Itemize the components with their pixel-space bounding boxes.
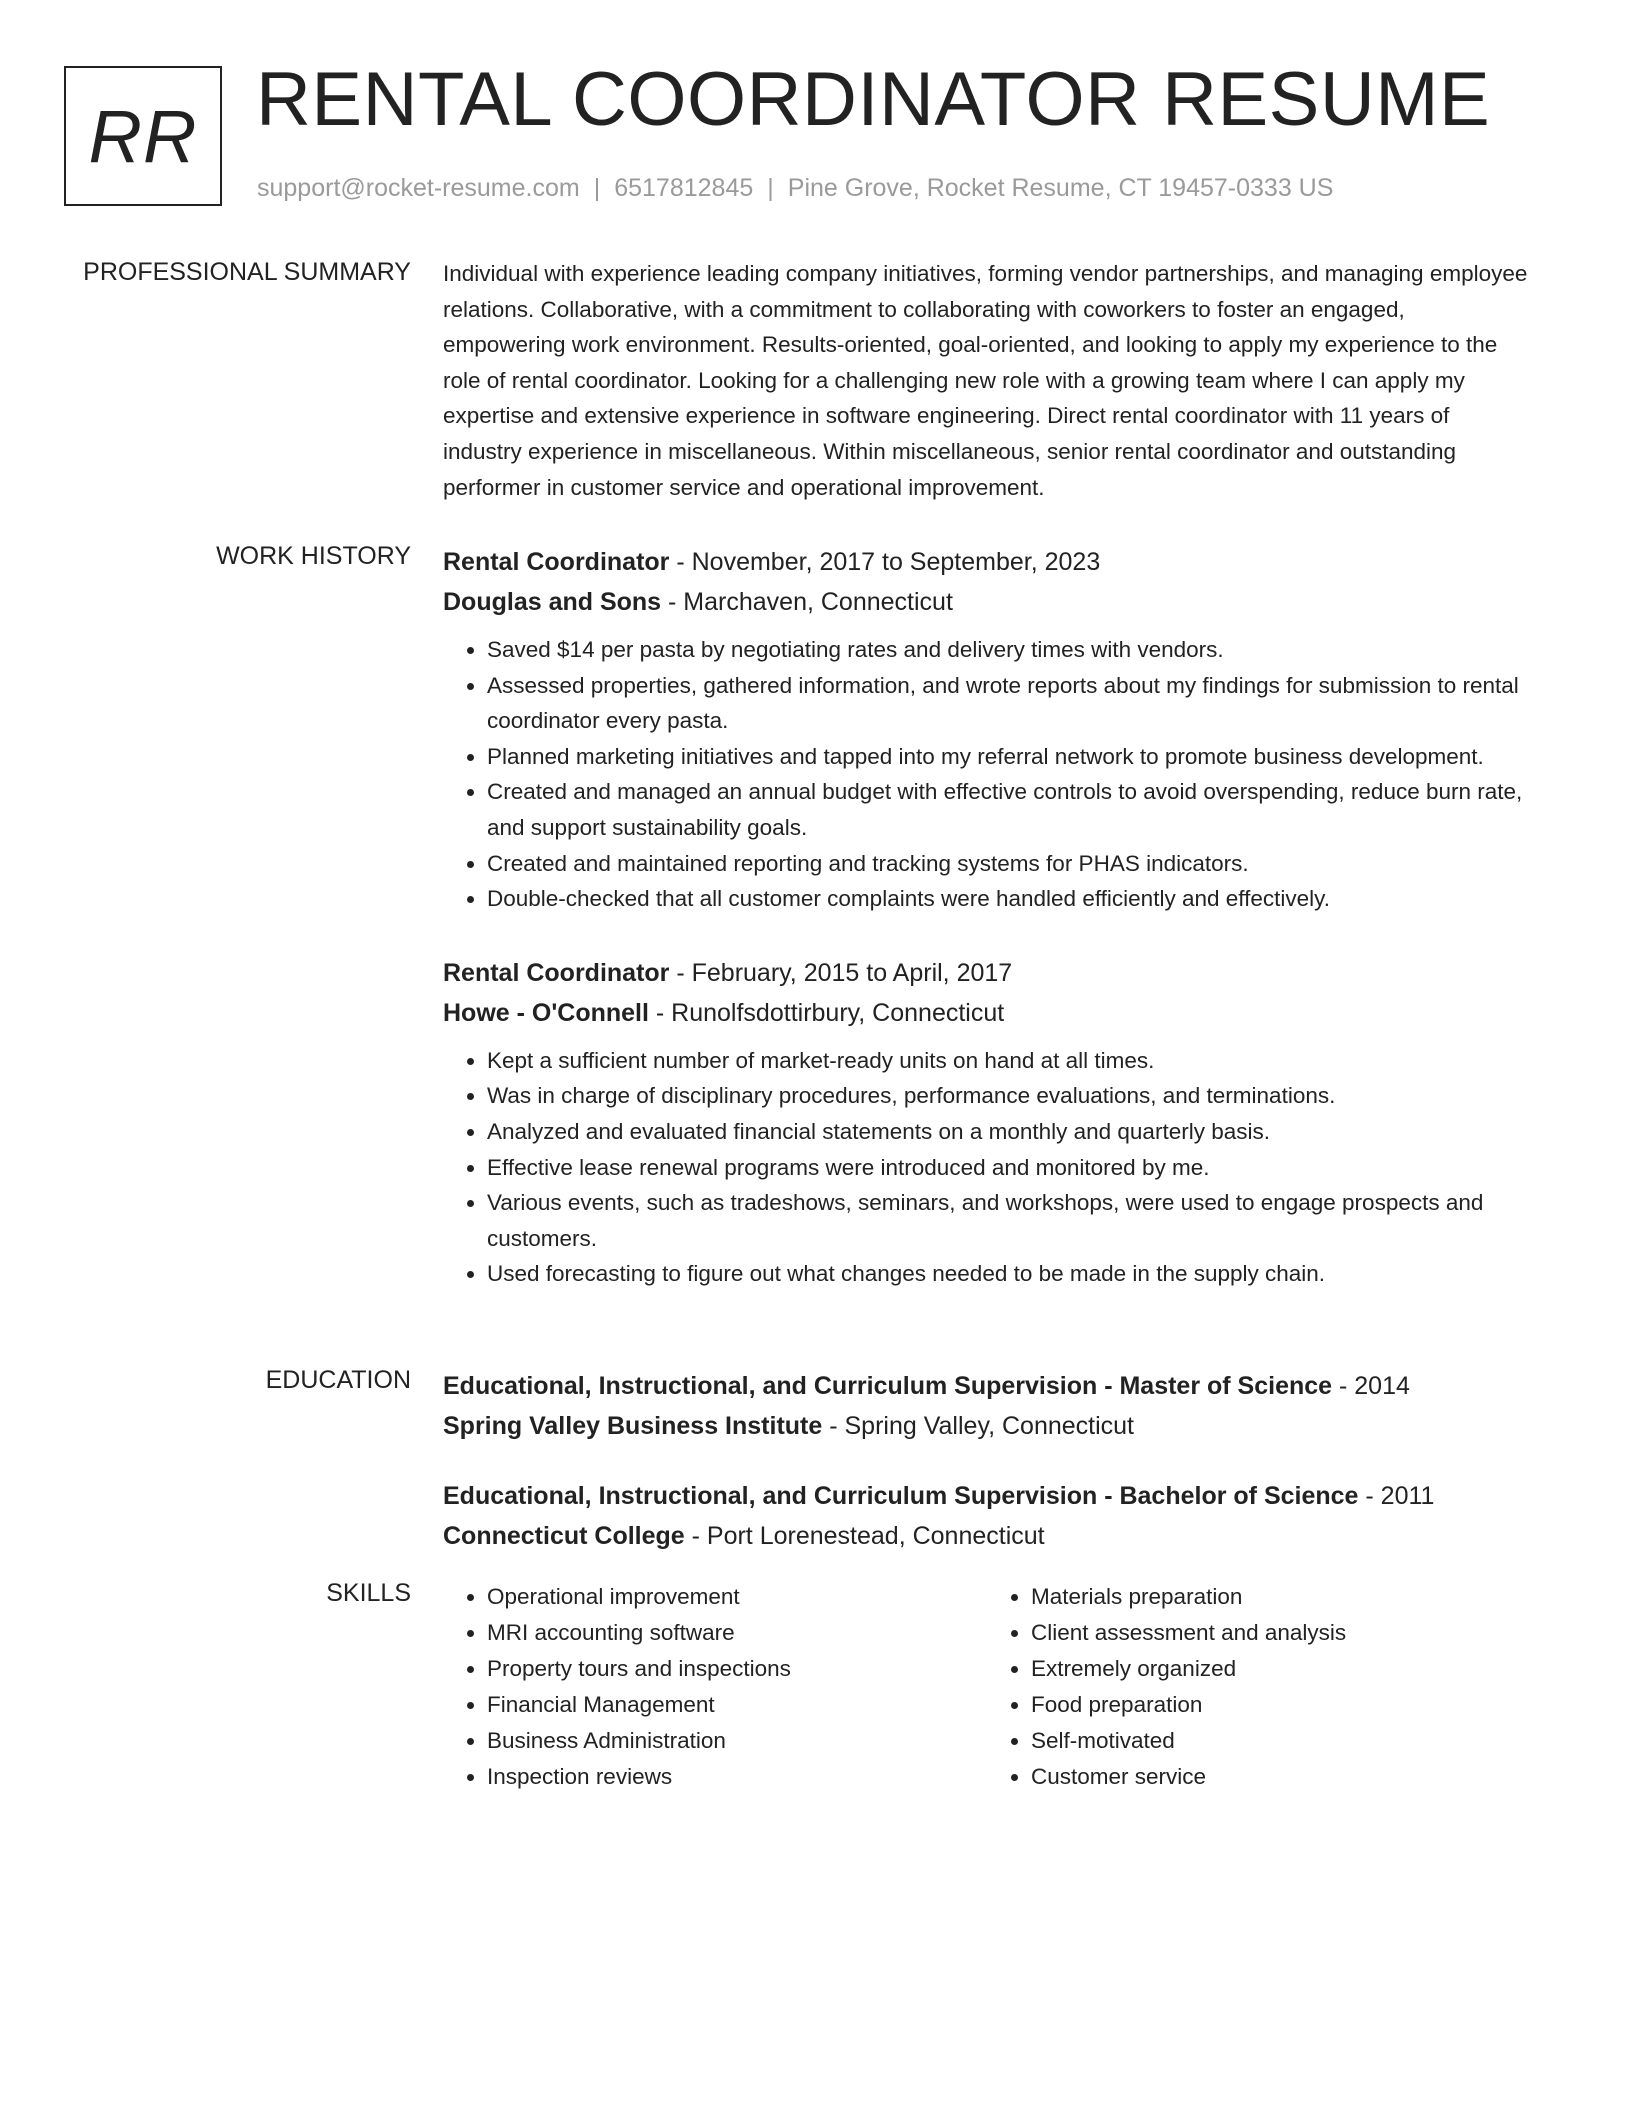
job-title-line [443, 953, 1533, 993]
contact-line [257, 174, 1333, 203]
section-heading-work: WORK HISTORY [216, 542, 411, 570]
job-bullet: • Analyzed and evaluated financial statements on a monthly and quarterly basis. [487, 1114, 1533, 1150]
job-bullet: • Created and maintained reporting and tracking systems for PHAS indicators. [487, 846, 1533, 882]
contact-address: Pine Grove, Rocket Resume, CT 19457-0333 US [787, 174, 1334, 202]
job-bullet: • Saved $14 per pasta by negotiating rates and delivery times with vendors. [487, 632, 1533, 668]
skill-item: • Self-motivated [1031, 1723, 1531, 1759]
skill-item: • Food preparation [1031, 1687, 1531, 1723]
skills-list-left [443, 1579, 987, 1795]
job-bullets [443, 632, 1533, 917]
school: Connecticut College [443, 1522, 685, 1550]
skill-item: • Materials preparation [1031, 1579, 1531, 1615]
job-bullet: • Created and managed an annual budget with effective controls to avoid overspending, reduce burn rate, and support sustainability goals. [487, 774, 1533, 845]
job-entry [443, 953, 1533, 1292]
contact-separator: | [767, 174, 774, 202]
skill-item: • Property tours and inspections [487, 1651, 987, 1687]
job-company-line [443, 582, 1533, 622]
monogram-logo: RR [64, 66, 222, 206]
contact-phone: 6517812845 [614, 174, 754, 202]
job-bullet: • Used forecasting to figure out what changes needed to be made in the supply chain. [487, 1256, 1533, 1292]
section-heading-summary: PROFESSIONAL SUMMARY [83, 258, 411, 286]
degree: Educational, Instructional, and Curriculum Supervision - Master of Science [443, 1372, 1333, 1400]
summary-text: Individual with experience leading company initiatives, forming vendor partnerships, and managing employee relations. Collaborative, with a commitment to collaborating with coworkers to foster an engaged, empowering work environment. Results-oriented, goal-oriented, and looking to apply my experience to the role of rental coordinator. Looking for a challenging new role with a growing team where I can apply my expertise and extensive experience in software engineering. Direct rental coordinator with 11 years of industry experience in miscellaneous. Within miscellaneous, senior rental coordinator and outstanding performer in customer service and operational improvement. [443, 261, 1528, 500]
job-bullet: • Effective lease renewal programs were introduced and monitored by me. [487, 1150, 1533, 1186]
skills-columns [443, 1579, 1533, 1795]
education-entry [443, 1476, 1533, 1556]
degree-year: - 2014 [1332, 1372, 1410, 1400]
job-dates: - February, 2015 to April, 2017 [669, 958, 1013, 987]
skill-item: • Client assessment and analysis [1031, 1615, 1531, 1651]
job-bullets [443, 1043, 1533, 1292]
skill-item: • Inspection reviews [487, 1759, 987, 1795]
job-company: Howe - O'Connell [443, 998, 649, 1027]
section-heading-education: EDUCATION [265, 1366, 411, 1394]
job-bullet: • Planned marketing initiatives and tapped into my referral network to promote business development. [487, 739, 1533, 775]
skills-list-right [987, 1579, 1531, 1795]
job-bullet: • Various events, such as tradeshows, seminars, and workshops, were used to engage prospects and customers. [487, 1185, 1533, 1256]
skill-item: • Operational improvement [487, 1579, 987, 1615]
degree-line [443, 1476, 1533, 1516]
school-line [443, 1516, 1533, 1556]
resume-title: RENTAL COORDINATOR RESUME [256, 57, 1491, 142]
job-title: Rental Coordinator [443, 548, 670, 576]
skill-item: • Customer service [1031, 1759, 1531, 1795]
school-line [443, 1406, 1533, 1446]
skill-item: • Extremely organized [1031, 1651, 1531, 1687]
job-title: Rental Coordinator [443, 958, 670, 987]
degree-line [443, 1366, 1533, 1406]
job-bullet: • Was in charge of disciplinary procedures, performance evaluations, and terminations. [487, 1078, 1533, 1114]
school: Spring Valley Business Institute [443, 1412, 823, 1440]
section-heading-skills: SKILLS [326, 1579, 411, 1607]
education-entry [443, 1366, 1533, 1446]
degree: Educational, Instructional, and Curriculum Supervision - Bachelor of Science [443, 1482, 1359, 1510]
job-bullet: • Assessed properties, gathered information, and wrote reports about my findings for submission to rental coordinator every pasta. [487, 668, 1533, 739]
job-company: Douglas and Sons [443, 588, 662, 616]
job-company-line [443, 993, 1533, 1033]
job-entry [443, 542, 1533, 917]
degree-year: - 2011 [1358, 1482, 1435, 1510]
job-location: - Marchaven, Connecticut [661, 588, 953, 616]
school-location: - Spring Valley, Connecticut [822, 1412, 1134, 1440]
school-location: - Port Lorenestead, Connecticut [684, 1522, 1045, 1550]
job-dates: - November, 2017 to September, 2023 [669, 548, 1101, 576]
job-title-line [443, 542, 1533, 582]
skill-item: • Business Administration [487, 1723, 987, 1759]
skill-item: • MRI accounting software [487, 1615, 987, 1651]
job-location: - Runolfsdottirbury, Connecticut [648, 998, 1005, 1027]
job-bullet: • Kept a sufficient number of market-ready units on hand at all times. [487, 1043, 1533, 1079]
skill-item: • Financial Management [487, 1687, 987, 1723]
contact-separator: | [593, 174, 601, 202]
job-bullet: • Double-checked that all customer complaints were handled efficiently and effectively. [487, 881, 1533, 917]
contact-email: support@rocket-resume.com [257, 174, 580, 202]
